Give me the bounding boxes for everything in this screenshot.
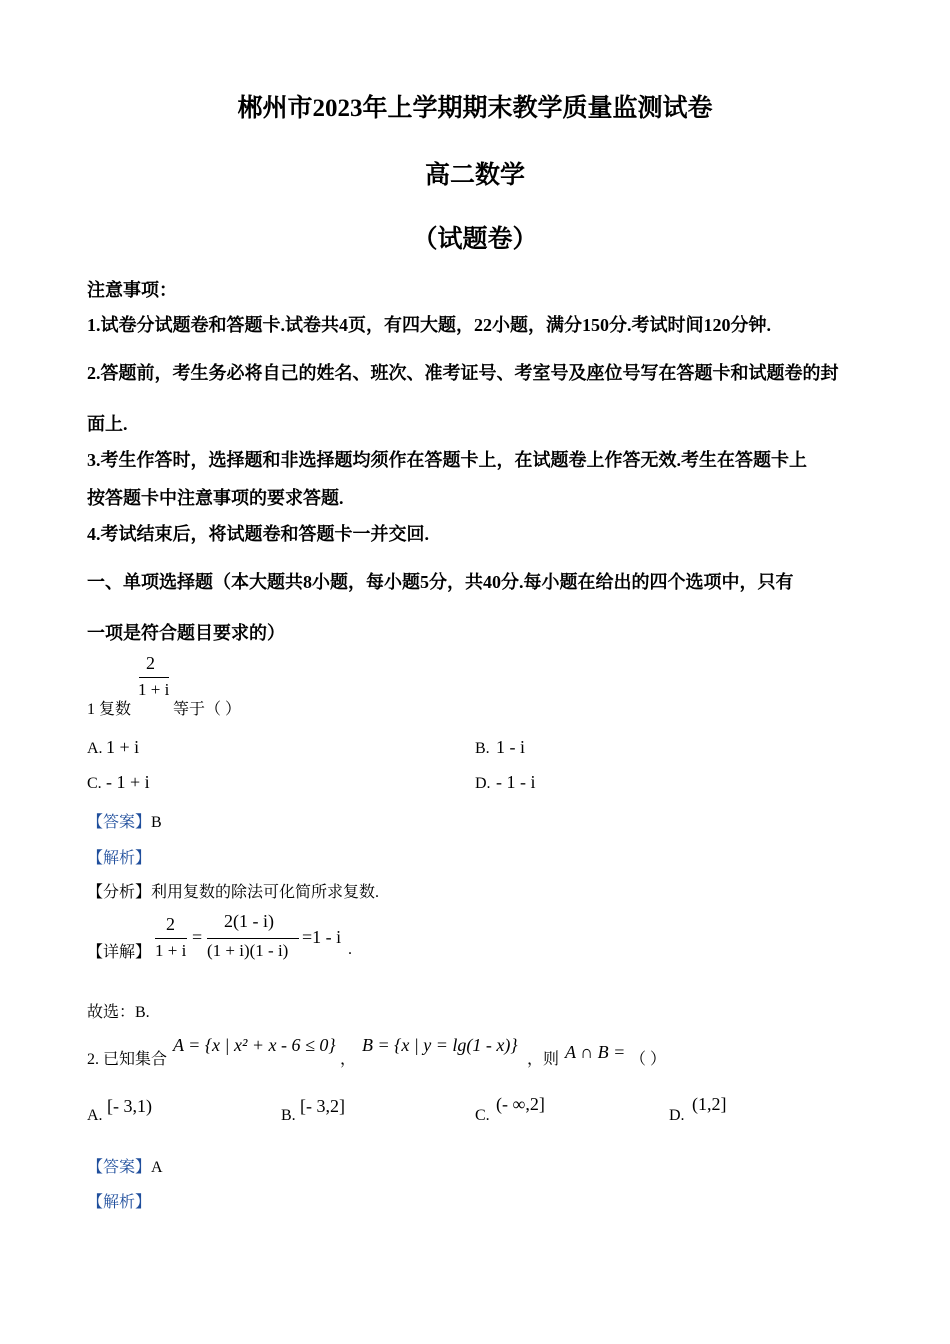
- q1-option-c-label: C.: [87, 775, 102, 792]
- q1-answer: B: [151, 814, 162, 831]
- q1-conclusion: 故选：B.: [87, 1004, 150, 1021]
- q1-detail-result: =1 - i: [302, 927, 342, 947]
- notice-item-4: 4.考试结束后，将试题卷和答题卡一并交回.: [87, 524, 429, 544]
- q2-option-c: (- ∞,2]: [496, 1094, 545, 1114]
- q1-option-b: 1 - i: [496, 737, 525, 757]
- q2-then: ，则: [527, 1051, 560, 1068]
- q1-option-b-label: B.: [475, 740, 490, 757]
- subject-title: 高二数学: [424, 162, 525, 189]
- section-heading-line-1: 一、单项选择题（本大题共8小题，每小题5分，共40分.每小题在给出的四个选项中，只有: [87, 572, 794, 592]
- page-title: 郴州市2023年上学期期末教学质量监测试卷: [237, 95, 713, 122]
- q1-fenxi-tag: 【分析】: [87, 884, 152, 901]
- q1-fraction-bar: [139, 677, 169, 678]
- notice-item-1: 1.试卷分试题卷和答题卡.试卷共4页，有四大题，22小题，满分150分.考试时间120分钟.: [87, 315, 771, 335]
- q2-answer: A: [151, 1159, 163, 1176]
- notice-heading: 注意事项：: [87, 280, 177, 300]
- q1-detail-denominator-1: 1 + i: [155, 941, 187, 960]
- section-heading-line-2: 一项是符合题目要求的）: [87, 623, 285, 643]
- q1-detail-numerator-2: 2(1 - i): [224, 911, 274, 931]
- q1-fraction-denominator: 1 + i: [138, 680, 170, 699]
- notice-item-3-line-1: 3.考生作答时，选择题和非选择题均须作在答题卡上，在试题卷上作答无效.考生在答题卡上: [87, 450, 807, 470]
- q2-option-b-label: B.: [281, 1107, 296, 1124]
- q1-prefix: 1 复数: [87, 701, 132, 718]
- q1-detail-fraction-bar-1: [155, 938, 187, 939]
- q1-detail-eq-1: =: [192, 927, 203, 947]
- q2-analysis-tag: 【解析】: [87, 1194, 152, 1211]
- q2-option-d: (1,2]: [692, 1094, 727, 1114]
- q2-option-a-label: A.: [87, 1107, 103, 1124]
- q2-set-b: B = {x | y = lg(1 - x)}: [362, 1035, 518, 1055]
- q2-option-a: [- 3,1): [107, 1096, 152, 1116]
- notice-item-2-line-2: 面上.: [87, 414, 128, 434]
- notice-item-3-line-2: 按答题卡中注意事项的要求答题.: [87, 488, 344, 508]
- q1-fraction-numerator: 2: [146, 653, 155, 673]
- notice-item-2-line-1: 2.答题前，考生务必将自己的姓名、班次、准考证号、考室号及座位号写在答题卡和试题卷的封: [87, 363, 839, 383]
- q1-suffix: 等于（ ）: [173, 701, 242, 718]
- q1-option-c: - 1 + i: [106, 772, 150, 792]
- q1-option-a-label: A.: [87, 740, 103, 757]
- q1-detail-denominator-2: (1 + i)(1 - i): [207, 941, 289, 960]
- q2-comma: ，: [340, 1051, 357, 1068]
- q2-answer-tag: 【答案】: [87, 1159, 152, 1176]
- q2-option-d-label: D.: [669, 1107, 685, 1124]
- q1-analysis-tag: 【解析】: [87, 850, 152, 867]
- q1-option-d-label: D.: [475, 775, 491, 792]
- q2-expression: A ∩ B =: [565, 1042, 626, 1062]
- q1-detail-period: .: [348, 941, 352, 958]
- q1-detail-fraction-bar-2: [207, 938, 299, 939]
- q1-fenxi: 利用复数的除法可化简所求复数.: [151, 884, 380, 901]
- q2-prefix: 2. 已知集合: [87, 1051, 168, 1068]
- q2-option-c-label: C.: [475, 1107, 490, 1124]
- q1-option-a: 1 + i: [106, 737, 140, 757]
- q1-detail-tag: 【详解】: [87, 944, 152, 961]
- q2-option-b: [- 3,2]: [300, 1096, 345, 1116]
- q1-detail-numerator-1: 2: [166, 914, 175, 934]
- q2-set-a: A = {x | x² + x - 6 ≤ 0}: [173, 1035, 336, 1055]
- q1-option-d: - 1 - i: [496, 772, 536, 792]
- q1-answer-tag: 【答案】: [87, 814, 152, 831]
- paper-type: （试题卷）: [412, 226, 538, 253]
- q2-paren: （ ）: [630, 1051, 667, 1068]
